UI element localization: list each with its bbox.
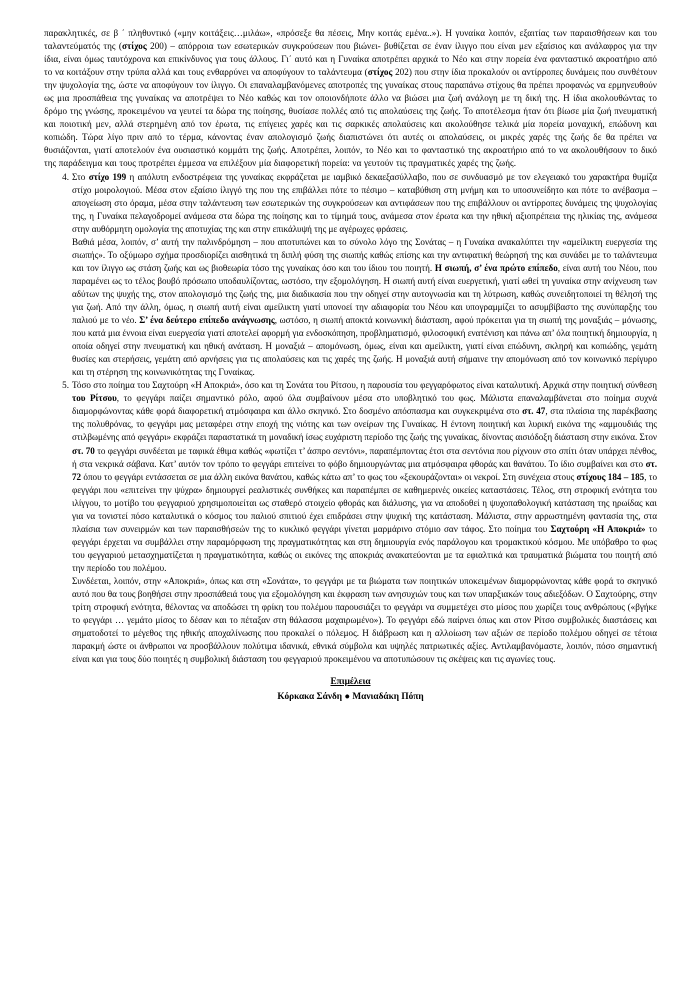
emphasised-term: του Ρίτσου [72,393,117,404]
text-run: το φεγγάρι συνδέεται με ταφικά έθιμα καθώς «φωτίζει τ’ άσπρο σεντόνι», παραπέμποντας έτσι στα σεντόνια που ρίχνουν στο σπίτι όταν υπάρχει πένθος, ή στα νεκρικά σάβανα. Κατ’ αυτόν τον τρόπο το φεγγάρι επιτείνει το φόβο δημιουργώντας μια ατμόσφαιρα φθοράς και θανάτου. Το ίδιο συμβαίνει και στο [72,445,657,469]
text-run: Στο [72,171,89,182]
text-run: Τόσο στο ποίημα του Σαχτούρη «Η Αποκριά», όσο και τη Σονάτα του Ρίτσου, η παρουσία του φεγγαρόφωτος είναι καταλυτική. Αρχικά στην ποιητική σύνθεση [72,380,657,391]
emphasised-term: στίχο 199 [88,171,127,182]
text-run: το φεγγάρι έρχεται να συμβάλλει στην παραμόρφωση της πραγματικότητας και στη δημιουργία ενός παράλογου και τρομακτικού κόσμου. Με υπόβαθρο το φως του φεγγαριού μετασχηματίζεται η πραγματικότητα, καθώς οι εικόνες της αποκριάς ανακατεύονται με τα εφιαλτικά και τραυματικά βιώματα του ποιητή από την περίοδο του πολέμου. [72,523,657,573]
emphasised-term: Σαχτούρη «Η Αποκριά» [550,523,646,534]
editor-name-second: Μανιαδάκη Πόπη [352,691,424,702]
emphasised-term: στίχους 184 – 185 [576,471,645,482]
text-run: Συνδέεται, λοιπόν, στην «Αποκριά», όπως και στη «Σονάτα», το φεγγάρι με τα βιώματα των ποιητικών υποκειμένων διαμορφώνοντας κάθε φορά το σκηνικό αυτό που θα τους βοηθήσει στην προσπάθειά τους για εξομολόγηση και έκφραση των ανησυχιών τους και των υπαρξιακών τους αδιεξόδων. Ο Σαχτούρης, στην τρίτη στροφική ενότητα, θέλοντας να αποδώσει τη φρίκη του πολέμου παρουσιάζει το φεγγάρι να συμμετέχει στο μίσος που χωρίζει τους ανθρώπους («βγήκε το φεγγάρι … γεμάτο μίσος το δέσαν και το πέταξαν στη θάλασσα μαχαιρωμένο»). Το φεγγάρι εδώ παίρνει όπως και στον Ρίτσο συμβολικές διαστάσεις και σηματοδοτεί το μέγεθος της ηθικής αποχαλίνωσης που προκαλεί ο πόλεμος. Η διάβρωση και η αλλοίωση των αξιών σε περίοδο πολέμου οδηγεί σε τέτοια παρακμή ώστε οι άνθρωποι να προσβάλλουν πολύτιμα ιδανικά, εθνικά σύμβολα και υψηλές πατριωτικές αξίες. Αντιλαμβανόμαστε, λοιπόν, πόσο σημαντική είναι και για τους δύο ποιητές η συμβολική διάσταση του φεγγαριού προκειμένου να αποτυπώσουν τις σκέψεις και τις αγωνίες τους. [72,575,657,665]
text-run: , ωστόσο, η σιωπή αποκτά κοινωνική διάσταση, αφού πρόκειται για τη σιωπή της μοναξιάς – μόνωσης, που κατά μια έννοια είναι ευεργεσία γιατί αποτελεί αφορμή για ενδοσκόπηση, προβληματισμό, φιλοσοφική ενατένιση και πάνω απ’ όλα ποιητική δημιουργία, η οποία οδηγεί στην πνευματική και ηθική ανάταση. Η μοναξιά – απομόνωση, όμως, είναι και αμείλικτη, γιατί είναι επώδυνη, σκληρή και κοπιώδης, γεμάτη θυσίες και στερήσεις, γεμάτη από αρνήσεις για τις απολαύσεις και τις χαρές της ζωής. Η μοναξιά αυτή σήμαινε την απομόνωση από τον κοινωνικό περίγυρο και τη στέρηση της κοινωνικότητας της Γυναίκας. [72,315,657,378]
text-run: , στα πλαίσια της παρέκβασης της πολυθρόνας, το φεγγάρι μας μεταφέρει στην εποχή της νιότης και των ονείρων της Γυναίκας. Η έντονη ποιητική και λυρική εικόνα της «αμμουδιάς της στιλβωμένης από φεγγάρι» εκφράζει παραστατικά τη μοναδική ίσως ευχάριστη περίοδο της ζωής της γυναίκας, δίνοντας αισιόδοξη διάσταση στην εικόνα. Στον [72,406,657,443]
text-run: , το φεγγάρι παίζει σημαντικό ρόλο, αφού όλα συμβαίνουν μέσα στο υποβλητικό του φως. Μάλιστα επαναλαμβάνεται στο ποίημα συχνά διαμορφώνοντας κάθε φορά διαφορετική ατμόσφαιρα και άλλο σκηνικό. Στο δοσμένο απόσπασμα και συγκεκριμένα στο [72,393,657,417]
emphasised-term: στίχος [122,41,147,52]
list-item-marker: 5. [62,380,69,391]
text-run: παρακλητικές, σε β ΄ πληθυντικό («μην κοιτάξεις…μιλάω», «πρόσεξε θα πέσεις, Μην κοιτάς εμένα..»). Η γυναίκα λοιπόν, εξαιτίας των παραισθήσεων και του ταλαντεύματός της ( [44,28,657,52]
list-item [44,171,657,236]
emphasised-term: στίχος [367,67,393,78]
text-run: , είναι αυτή του Νέου, που παραμένει ως το τέλος βουβό πρόσωπο υποδαυλίζοντας, ωστόσο, την εξομολόγηση. Η σιωπή αυτή είναι ευεργετική, γιατί ωθεί τη γυναίκα στην ανίχνευση των αδύτων της ψυχής της, στον απολογισμό της ζωής της, μια διαδικασία που την οδηγεί στην αυτογνωσία και τη λύτρωση, καθώς συνειδητοποιεί τη θέλησή της για ζωή. Από την άλλη, όμως, η σιωπή αυτή είναι αμείλικτη γιατί υπονοεί την αδιαφορία του Νέου και υπογραμμίζει το ασυμβίβαστο της συνύπαρξης του παλιού με το νέο. [72,262,657,326]
emphasised-term: στ. 70 [72,445,95,456]
emphasised-term: Η σιωπή, σ’ ένα πρώτο επίπεδο [434,262,558,273]
emphasised-term: στ. 47 [522,406,546,417]
text-run: 200) – απόρροια των εσωτερικών συγκρούσεων που βιώνει- βυθίζεται σε έναν ίλιγγο που είναι μεν εξαίσιος και ανάλαφρος για την ίδια, είναι όμως ταυτόχρονα και επικίνδυνος για τους άλλους. Γι΄ αυτό και η Γυναίκα αποτρέπει αρχικά το Νέο και στην πορεία ένα φανταστικό ακροατήριο από το να κοιτάξουν στην τρύπα αλλά και τους ενθαρρύνει να αποφύγουν το ταλάντευμα ( [44,41,657,78]
editor-names [44,690,657,705]
text-run: Βαθιά μέσα, λοιπόν, σ’ αυτή την παλινδρόμηση – που αποτυπώνει και το σύνολο λόγο της Σονάτας – η Γυναίκα ανακαλύπτει την «αμείλικτη ευεργεσία της σιωπής». Το οξύμωρο σχήμα προσδιορίζει αισθητικά τη διπλή φύση της σιωπής καθώς επίσης και την αντιφατική θεώρησή της και συνάδει με το ταλάντευμα και τον ίλιγγο ως στάση ζωής και ως βιοθεωρία τόσο της γυναίκας όσο και του ίδιου του ποιητή. [72,236,657,273]
text-run: 202) που στην ίδια προκαλούν οι αντίρροπες δυνάμεις που συνθέτουν την ψυχολογία της, ώστε να αποφύγουν τον ίλιγγο. Οι επαναλαμβανόμενες αποτροπές της γυναίκας στους παραπάνω στίχους θα πρέπει προφανώς να ερμηνευθούν ως μια προσπάθεια της γυναίκας να αποτρέψει το Νέο καθώς και τον οποιονδήποτε άλλο να βιώσει μια ζωή ανάλογη με τη δική της. Η ίδια ακολουθώντας το δρόμο της γνώσης, προκειμένου να γευτεί τα δώρα της ποίησης, θυσίασε πολλές από τις απολαύσεις της ζωής. Το αποτέλεσμα ήταν ότι βίωσε μία ζωή πνευματική και ποιοτική μεν, αλλά στερημένη από τον έρωτα, τις επίγειες χαρές και τις σαρκικές απολαύσεις και ακολούθησε τελικά μία πορεία μοναχική, επώδυνη και κοπιώδη. Τώρα λίγο πριν από το τέρμα, κάνοντας έναν απολογισμό ζωής διαπιστώνει ότι αυτές οι απολαύσεις, οι μικρές χαρές της ζωής δε θα πρέπει να θυσιάζονται, γιατί αποτελούν ένα ουσιαστικό κομμάτι της ζωής. Αποτρέπει, λοιπόν, το Νέο και το φανταστικό της ακροατήριο από το να ακολουθήσουν το δικό της παράδειγμα και τους προτρέπει έμμεσα να επιλέξουν μία διαφορετική πορεία: να γευτούν τις πραγματικές χαρές της ζωής. [44,67,658,169]
text-run: , το φεγγάρι που «επιτείνει την ψύχρα» δημιουργεί ρεαλιστικές συνθήκες και παραπέμπει σε καθημερινές οικείες καταστάσεις. Τέλος, στη στροφική ενότητα του ιλίγγου, το μοτίβο του φεγγαριού χρησιμοποιείται ως σταθερό στοιχείο φθοράς και διάλυσης, για να αποδοθεί η ψυχοπαθολογική κατάσταση της ηρωίδας και για να τονιστεί πόσο καταλυτικά ο κόσμος του παλιού σπιτιού έχει επιδράσει στην ψυχική της κατάσταση. Μάλιστα, στην αρρωστημένη φαντασία της, στα πλαίσια των συνειρμών και των παραισθήσεών της το κυκλικό φεγγάρι γίνεται μαρμάρινο στόμιο σαν τάφος. Στο ποίημα του [72,471,657,534]
editor-separator: ● [344,691,351,702]
list-item [44,575,657,666]
list-item-marker: 4. [62,171,69,182]
list-item [44,379,657,575]
editorship-label: Επιμέλεια [330,677,371,688]
editor-name-first: Κόρκακα Σάνδη [277,691,343,702]
numbered-list [44,171,657,667]
emphasised-term: Σ’ ένα δεύτερο επίπεδο ανάγνωσης [139,315,275,326]
document-footer [44,675,657,704]
text-run: όπου το φεγγάρι εντάσσεται σε μια άλλη εικόνα θανάτου, καθώς κάτω απ’ το φως του «ξεκουράζονται» οι νεκροί. Στη συνέχεια στους [81,471,577,482]
paragraph-continuation [44,27,657,171]
text-run: η απόλυτη ενδοστρέφεια της γυναίκας εκφράζεται με ιαμβικό δεκαεξασύλλαβο, που σε συνδυασμό με τον ελεγειακό του χαρακτήρα θυμίζα στίχο μοιρολογιού. Μέσα στον εξαίσιο ίλιγγό της που της επιβάλλει πότε το πέσιμο – καταβύθιση στη μνήμη και το υποσυνείδητο και πότε το ανέβασμα – απογείωση στο όραμα, μέσα στην ταλάντευση των εσωτερικών της συγκρούσεων και αντιφάσεων που της επιβάλλουν οι αντίρροπες δυνάμεις της ψυχολογίας της, η Γυναίκα πελαγοδρομεί ανάμεσα στα δώρα της ποίησης και το τίμημά τους, ανάμεσα στον έρωτα και την ηθική αξιοπρέπεια της ηλικίας της, ανάμεσα στην αυθόρμητη ομολογία της αποτυχίας της και στην επικάλυψή της με αγέρωχες φράσεις. [72,171,657,234]
emphasised-term: στ. 72 [72,458,657,482]
list-item [44,236,657,380]
